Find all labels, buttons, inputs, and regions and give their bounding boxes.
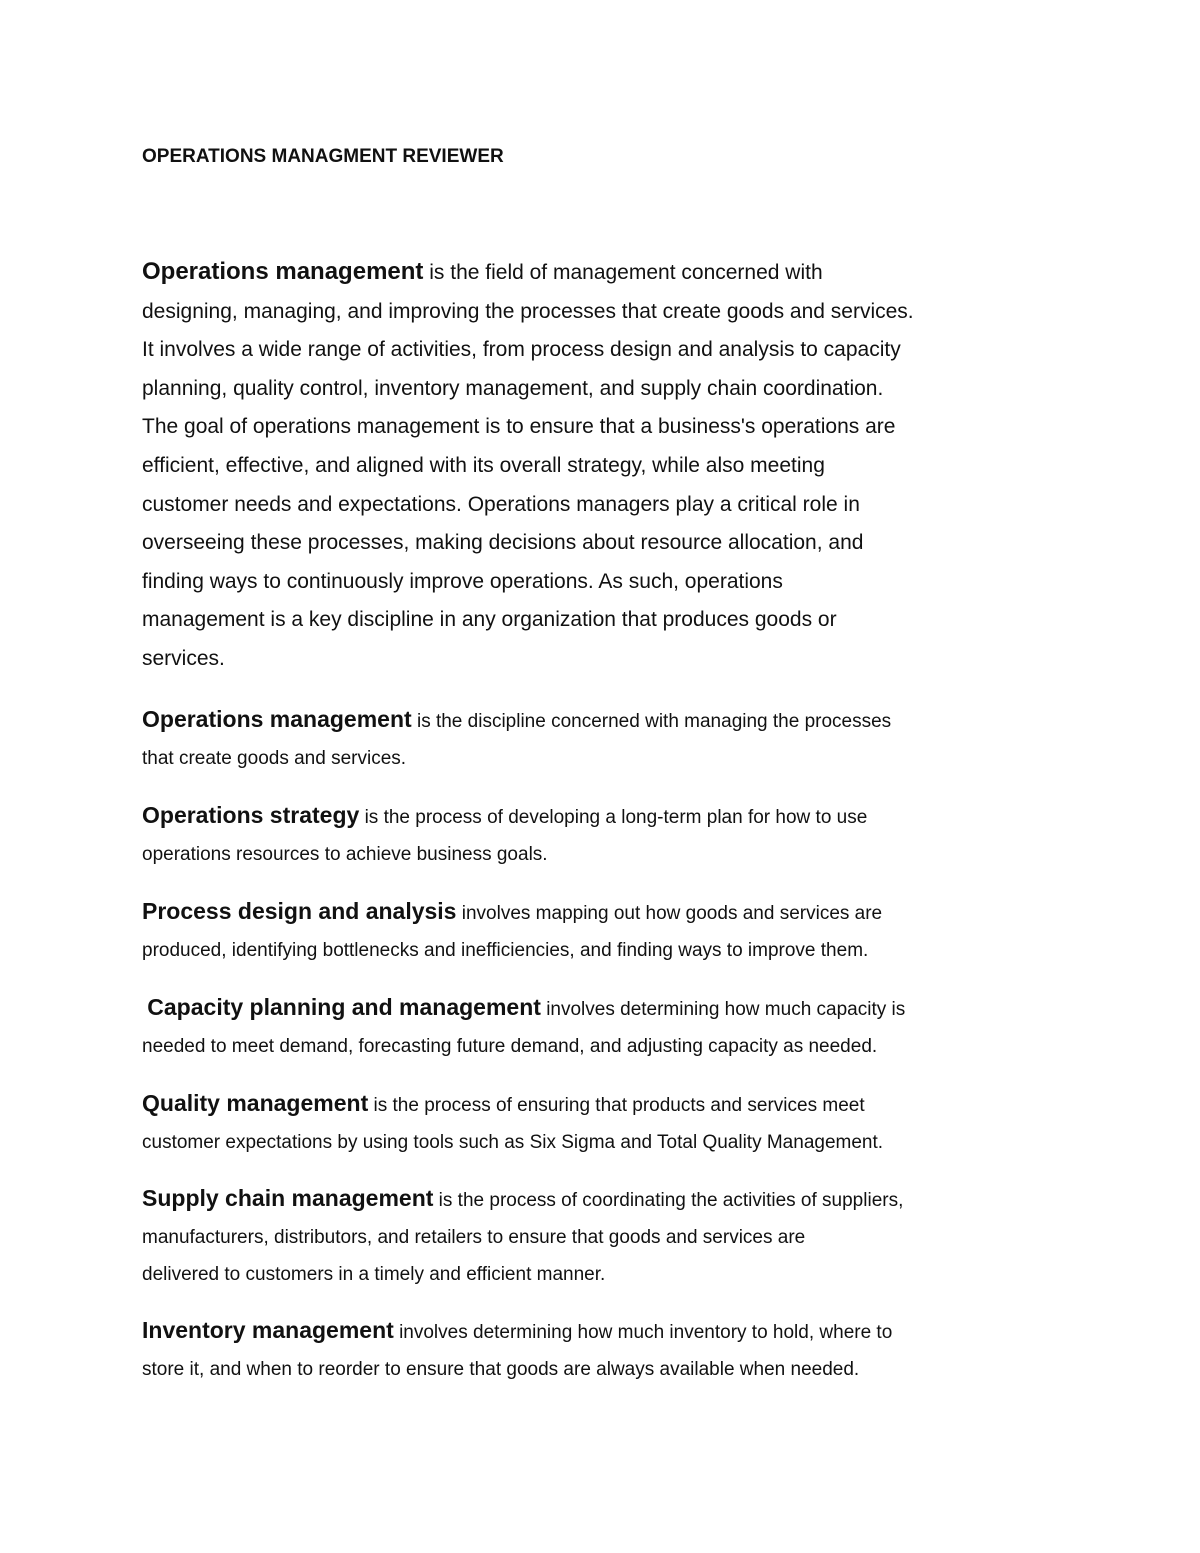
definition-line: operations resources to achieve business goals. — [142, 844, 548, 865]
definition-line: delivered to customers in a timely and efficient manner. — [142, 1264, 606, 1285]
definition-operations-strategy — [142, 797, 1077, 873]
definition-term: Operations management — [142, 706, 412, 732]
definition-line: store it, and when to reorder to ensure that goods are always available when needed. — [142, 1359, 860, 1380]
definition-term: Process design and analysis — [142, 898, 457, 924]
definition-line: manufacturers, distributors, and retailers to ensure that goods and services are — [142, 1227, 806, 1248]
definition-inventory-management — [142, 1312, 1077, 1388]
definition-supply-chain-management — [142, 1180, 1077, 1293]
definition-line: produced, identifying bottlenecks and inefficiencies, and finding ways to improve them. — [142, 940, 869, 961]
definition-line — [142, 797, 1077, 836]
definition-text: involves determining how much capacity is — [540, 999, 906, 1020]
intro-line-11: services. — [142, 646, 225, 670]
definition-term: Inventory management — [142, 1317, 394, 1343]
document-title: OPERATIONS MANAGMENT REVIEWER — [142, 146, 504, 167]
definition-term: Capacity planning and management — [147, 994, 541, 1020]
definition-text: is the discipline concerned with managing the processes — [411, 711, 892, 732]
definition-line: needed to meet demand, forecasting future demand, and adjusting capacity as needed. — [142, 1036, 878, 1057]
definition-term: Operations strategy — [142, 802, 360, 828]
definition-term: Supply chain management — [142, 1185, 434, 1211]
definition-line — [142, 893, 1077, 932]
definition-text: involves determining how much inventory to hold, where to — [393, 1322, 893, 1343]
definition-line — [142, 1180, 1077, 1219]
intro-paragraph — [142, 253, 1077, 679]
definition-line — [142, 989, 1077, 1028]
definition-line — [142, 1312, 1077, 1351]
intro-line-4: planning, quality control, inventory management, and supply chain coordination. — [142, 376, 884, 400]
intro-line-2: designing, managing, and improving the processes that create goods and services. — [142, 299, 914, 323]
intro-term: Operations management — [142, 258, 424, 285]
intro-line-8: overseeing these processes, making decisions about resource allocation, and — [142, 531, 864, 555]
intro-text: is the field of management concerned with — [423, 261, 823, 284]
intro-line-1 — [142, 253, 1077, 293]
definition-line: customer expectations by using tools such as Six Sigma and Total Quality Management. — [142, 1132, 884, 1153]
definition-quality-management — [142, 1085, 1077, 1161]
definition-term: Quality management — [142, 1090, 369, 1116]
intro-line-9: finding ways to continuously improve operations. As such, operations — [142, 569, 783, 593]
definition-text: is the process of ensuring that products and services meet — [368, 1095, 865, 1116]
intro-line-6: efficient, effective, and aligned with its overall strategy, while also meeting — [142, 453, 825, 477]
definition-capacity-planning — [142, 989, 1077, 1065]
intro-line-7: customer needs and expectations. Operations managers play a critical role in — [142, 492, 860, 516]
definition-text: is the process of developing a long-term plan for how to use — [359, 807, 868, 828]
definition-text: is the process of coordinating the activities of suppliers, — [433, 1190, 904, 1211]
intro-line-5: The goal of operations management is to ensure that a business's operations are — [142, 415, 896, 439]
definition-operations-management — [142, 701, 1077, 777]
definition-text: involves mapping out how goods and services are — [456, 903, 883, 924]
definition-line — [142, 701, 1077, 740]
intro-line-3: It involves a wide range of activities, from process design and analysis to capacity — [142, 338, 901, 362]
definition-process-design — [142, 893, 1077, 969]
definition-line: that create goods and services. — [142, 748, 407, 769]
intro-line-10: management is a key discipline in any organization that produces goods or — [142, 608, 837, 632]
definition-line — [142, 1085, 1077, 1124]
